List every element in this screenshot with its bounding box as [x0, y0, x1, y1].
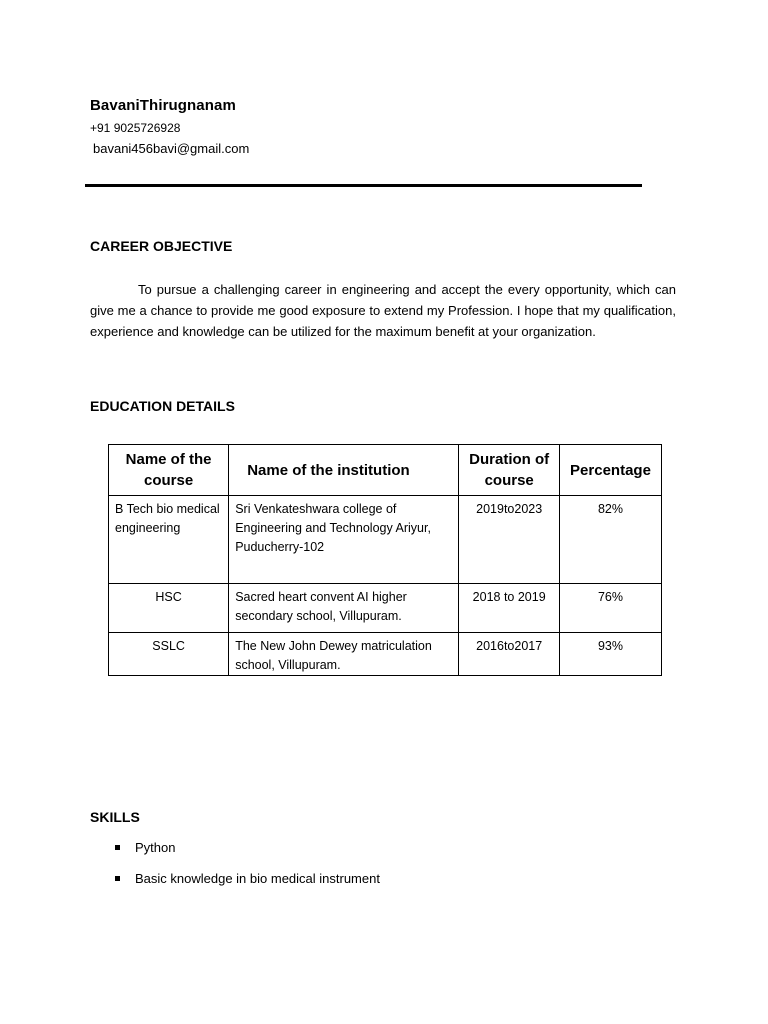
- skill-label: Python: [135, 840, 176, 855]
- square-bullet-icon: [115, 876, 120, 881]
- duration-cell: 2019to2023: [459, 496, 560, 584]
- email-address: bavani456bavi@gmail.com: [93, 141, 250, 156]
- course-cell: SSLC: [109, 633, 229, 676]
- institution-cell: Sacred heart convent AI higher secondary school, Villupuram.: [229, 584, 459, 633]
- header-divider: [85, 184, 642, 187]
- career-objective-heading: CAREER OBJECTIVE: [90, 238, 233, 254]
- table-row: [109, 584, 662, 633]
- column-header-percentage: Percentage: [559, 445, 661, 496]
- education-table: [108, 444, 662, 676]
- education-table-header-row: [109, 445, 662, 496]
- candidate-name: BavaniThirugnanam: [90, 97, 236, 114]
- course-cell: HSC: [109, 584, 229, 633]
- career-objective-text: To pursue a challenging career in engineering and accept the every opportunity, which can give me a chance to provide me good exposure to extend my Profession. I hope that my qualification, experience and knowledge can be utilized for the maximum benefit at your organization.: [90, 282, 676, 339]
- phone-number: +91 9025726928: [90, 121, 181, 135]
- skill-label: Basic knowledge in bio medical instrument: [135, 871, 380, 886]
- percentage-cell: 76%: [559, 584, 661, 633]
- list-item: [115, 838, 380, 869]
- institution-cell: The New John Dewey matriculation school, Villupuram.: [229, 633, 459, 676]
- percentage-cell: 82%: [559, 496, 661, 584]
- column-header-course: Name of the course: [109, 445, 229, 496]
- skills-list: [115, 838, 380, 900]
- table-row: [109, 496, 662, 584]
- list-item: [115, 869, 380, 900]
- column-header-institution: Name of the institution: [229, 445, 459, 496]
- table-row: [109, 633, 662, 676]
- institution-cell: Sri Venkateshwara college of Engineering and Technology Ariyur, Puducherry-102: [229, 496, 459, 584]
- square-bullet-icon: [115, 845, 120, 850]
- education-heading: EDUCATION DETAILS: [90, 398, 235, 414]
- column-header-duration: Duration of course: [459, 445, 560, 496]
- duration-cell: 2018 to 2019: [459, 584, 560, 633]
- course-cell: B Tech bio medical engineering: [109, 496, 229, 584]
- percentage-cell: 93%: [559, 633, 661, 676]
- skills-heading: SKILLS: [90, 809, 140, 825]
- duration-cell: 2016to2017: [459, 633, 560, 676]
